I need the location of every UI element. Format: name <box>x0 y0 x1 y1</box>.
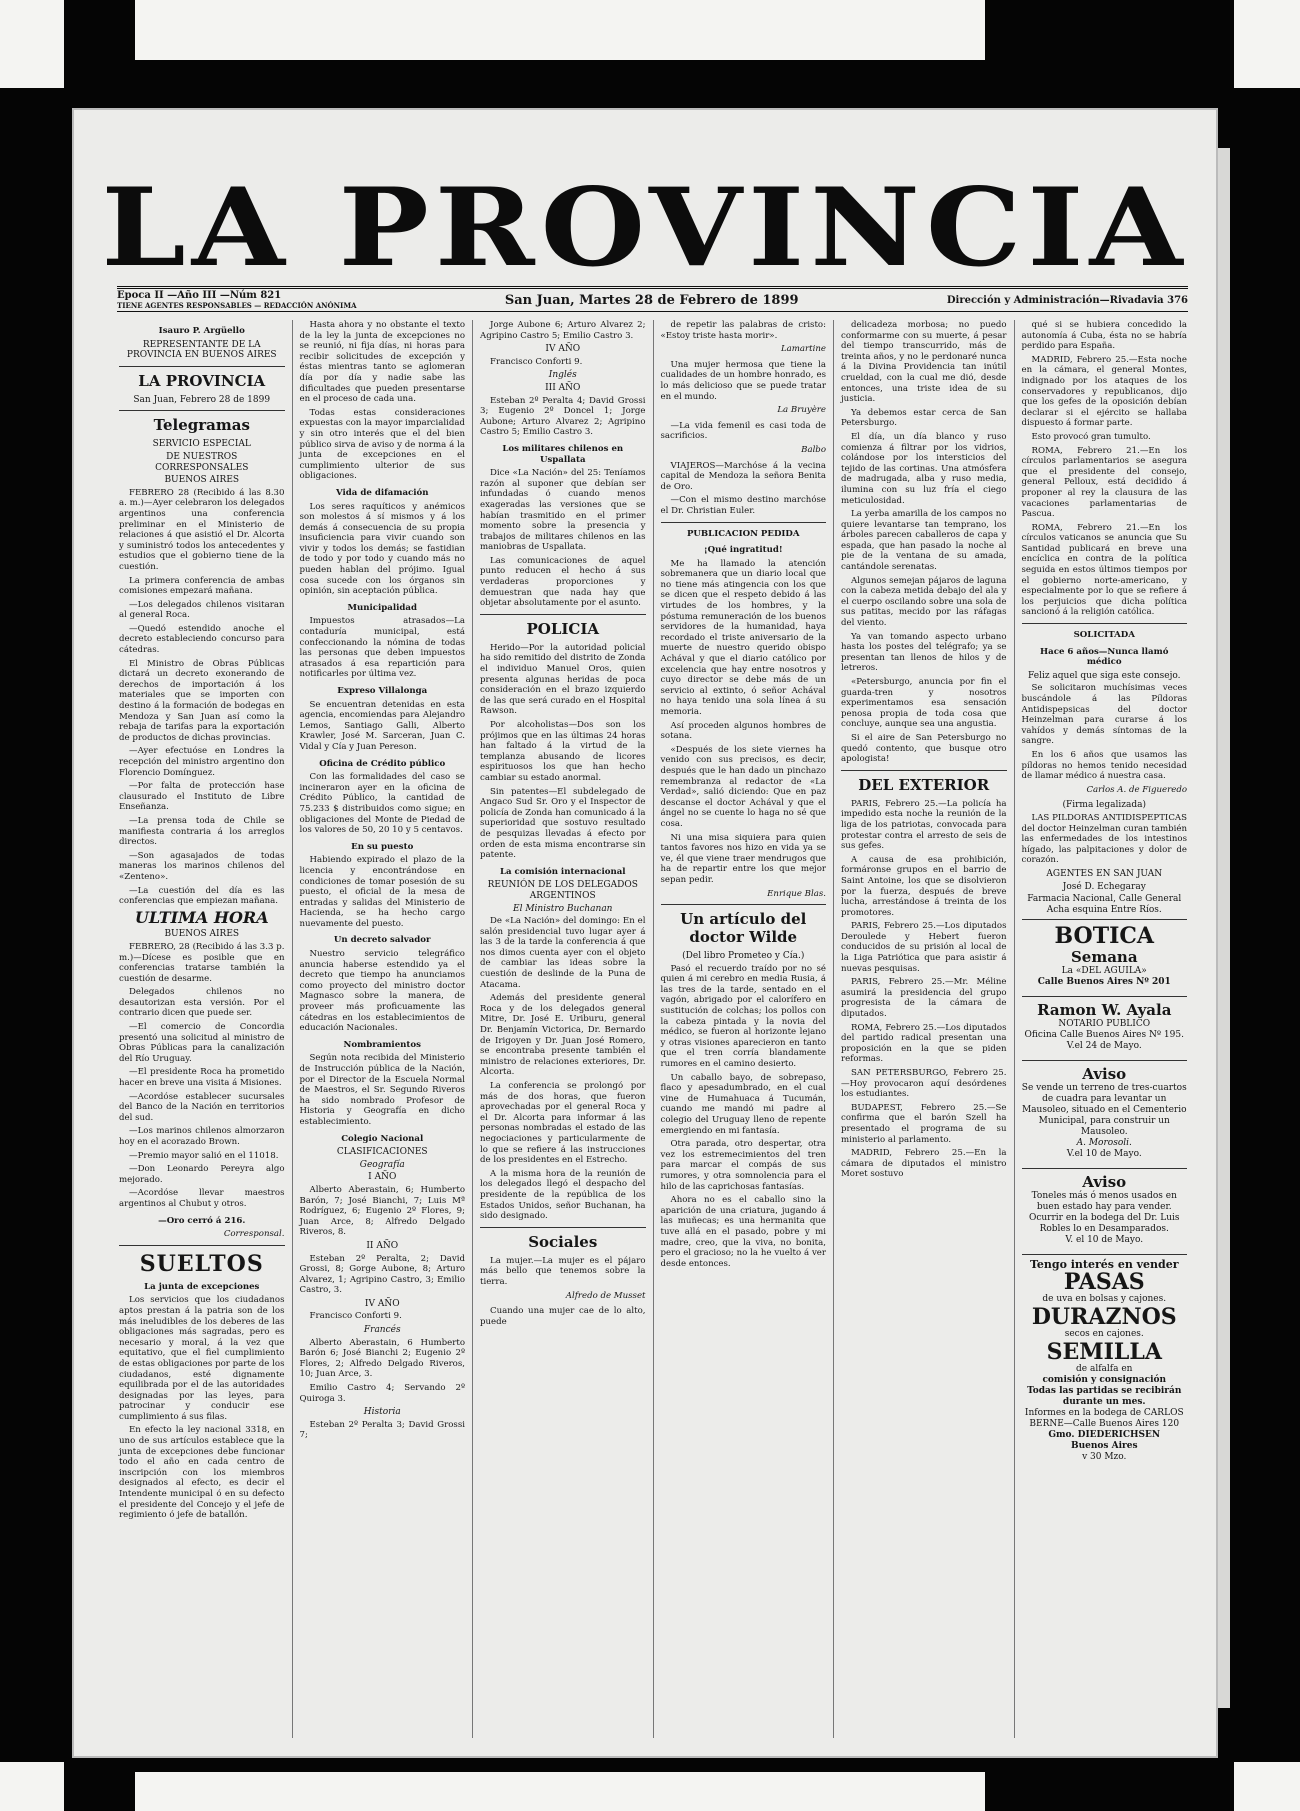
column-1 <box>112 320 293 1738</box>
ad-sign: A. Morosoli. <box>1076 1138 1132 1149</box>
paragraph: —Con el mismo destino marchóse el Dr. Christian Euler. <box>660 495 826 516</box>
ad-subtitle: Semana <box>1070 948 1138 967</box>
edition-sub: TIENE AGENTES RESPONSABLES — REDACCIÓN ANÓNIMA <box>117 301 357 310</box>
divider <box>841 770 1007 771</box>
subject: Historia <box>363 1407 401 1418</box>
paper-name: LA PROVINCIA <box>138 371 266 390</box>
ad-text: Todas las partidas se recibirán durante un mes. <box>1027 1386 1182 1408</box>
ad-botica <box>1022 919 1188 992</box>
paragraph: Las comunicaciones de aquel punto reducen el hecho á sus verdaderas proporciones y demuestran que nada hay que objetar absolutamente por el asunto. <box>480 555 646 609</box>
section-sociales: Sociales <box>528 1232 598 1251</box>
city-heading: BUENOS AIRES <box>164 475 240 486</box>
paragraph: Ni una misa siquiera para quien tantos favores nos hizo en vida ya se ve, él que viene traer mendrugos que ha de repartir entre los que mejor sepan pedir. <box>660 832 826 885</box>
ad-text: Calle Buenos Aires Nº 201 <box>1037 977 1171 988</box>
signature: Enrique Blas. <box>767 888 826 899</box>
paragraph: La mujer.—La mujer es el pájaro más bello que tenemos sobre la tierra. <box>480 1255 646 1287</box>
ad-subheadline: Feliz aquel que siga este consejo. <box>1027 670 1181 681</box>
grades: Francisco Conforti 9. <box>309 1311 402 1322</box>
ad-text: secos en cajones. <box>1064 1329 1144 1340</box>
paragraph: de repetir las palabras de cristo: «Estoy triste hasta morir». <box>660 320 826 341</box>
telegram: —Don Leonardo Pereyra algo mejorado. <box>119 1164 285 1185</box>
issue-date: San Juan, Martes 28 de Febrero de 1899 <box>504 292 799 308</box>
signature-sub: (Firma legalizada) <box>1062 800 1147 811</box>
telegram: —La cuestión del día es las conferencias que empiezan mañana. <box>119 885 285 907</box>
paper-date: San Juan, Febrero 28 de 1899 <box>133 394 271 405</box>
divider <box>480 614 646 615</box>
signature: Corresponsal. <box>223 1229 285 1240</box>
article-heading: Colegio Nacional <box>341 1133 424 1144</box>
grades: Esteban 2º Peralta, 2; David Grossi, 8; Gorge Aubone, 8; Arturo Alvarez, 1; Agripino Castro, 3; Emilio Castro, 3. <box>299 1253 465 1296</box>
ad-headline: Tengo interés en vender <box>1029 1258 1179 1272</box>
year-label: II AÑO <box>366 1240 399 1251</box>
ad-text: V.el 24 de Mayo. <box>1066 1041 1142 1052</box>
telegram: Delegados chilenos no desautorizan esta versión. Por el contrario dicen que puede ser. <box>119 987 285 1019</box>
news-item: ROMA, Febrero 21.—En los círculos parlamentarios se asegura que el presidente del consejo, general Pelloux, está decidido á proponer al rey la clausura de las vacaciones parlamentarias de Pascua. <box>1021 445 1187 520</box>
agent-text: REPRESENTANTE DE LA PROVINCIA EN BUENOS AIRES <box>126 339 277 361</box>
paragraph: Un caballo bayo, de sobrepaso, flaco y apesadumbrado, en el cual vine de Humahuaca á Tucumán, cuando me mandó mi padre al colegio del Uruguay lleno de repente emergiendo en mi fantasía. <box>660 1072 826 1136</box>
section-telegramas: Telegramas <box>153 416 250 435</box>
section-publicacion: PUBLICACION PEDIDA <box>686 528 800 539</box>
edition-info: Epoca II —Año III —Núm 821 <box>117 290 282 301</box>
article-heading: Un decreto salvador <box>333 935 431 946</box>
ad-title: BOTICA <box>1054 923 1154 950</box>
oro-quote: —Oro cerró á 216. <box>158 1215 246 1226</box>
ad-pasas: PASAS <box>1063 1269 1145 1296</box>
article-heading: Los militares chilenos en Uspallata <box>502 443 624 465</box>
paragraph: Pasó el recuerdo traído por no sé quien á mi cerebro en media Rusia, á las tres de la tarde, sentado en el vagón, abrigado por el calorífero en sustitución de colchas; los pollos con la cabeza pintada y la novia del médico, se fueron al horizonte lejano y otras visiones aparecieron en tanto que el tren corría blandamente rumores en el camino desierto. <box>660 963 826 1070</box>
grades: Alberto Aberastain, 6 Humberto Barón 6; José Bianchi 2; Eugenio 2º Flores, 2; Alfredo Delgado Riveros, 10; Juan Arce, 3. <box>299 1337 465 1380</box>
signature: La Bruyère <box>777 405 826 416</box>
paragraph: Ya debemos estar cerca de San Petersburgo. <box>841 407 1007 429</box>
film-hole <box>1234 0 1300 88</box>
column-5 <box>834 320 1015 1738</box>
ad-duraznos: DURAZNOS <box>1031 1304 1177 1331</box>
paragraph: Todas estas consideraciones expuestas con la mayor imparcialidad y sin otro interés que el del bien público sirva de aviso y de norma á la junta de excepciones en el cumplimiento ulterior de sus obligaciones. <box>299 407 465 482</box>
signature: Carlos A. de Figueredo <box>1086 784 1187 795</box>
subheading: CLASIFICACIONES <box>336 1147 428 1158</box>
paragraph: Sin patentes—El subdelegado de Angaco Sud Sr. Oro y el Inspector de policía de Zonda han comunicado á la superioridad que sostuvo resultado de pesquizas llevadas á efecto por orden de esta misma encontrarse sin patente. <box>480 786 646 861</box>
article-columns <box>112 320 1194 1738</box>
news-item: SAN PETERSBURGO, Febrero 25.—Hoy provocaron aquí desórdenes los estudiantes. <box>841 1068 1007 1100</box>
telegram: FEBRERO 28 (Recibido á las 8.30 a. m.)—Ayer celebraron los delegados argentinos una conferencia preliminar en el Ministerio de relaciones á que asistió el Dr. Alcorta y suministró todos los antecedentes y estudios que el gobierno tiene de la cuestión. <box>119 487 285 572</box>
subheading: El Ministro Buchanan <box>513 903 613 914</box>
article-heading: La comisión internacional <box>499 866 626 877</box>
paragraph: Herido—Por la autoridad policial ha sido remitido del distrito de Zonda el individuo Manuel Oros, quien presenta algunas heridas de poca consideración en el brazo izquierdo de las que será curado en el Hospital Rawson. <box>480 642 646 717</box>
ad-text: V.el 10 de Mayo. <box>1066 1149 1142 1160</box>
paragraph: Una mujer hermosa que tiene la cualidades de un hombre honrado, es lo más delicioso que se puede tratar en el mundo. <box>660 359 826 402</box>
signature: Alfredo de Musset <box>565 1290 646 1301</box>
divider <box>119 366 285 367</box>
section-policia: POLICIA <box>526 619 599 638</box>
news-item: MADRID, Febrero 25.—En la cámara de diputados el ministro Moret sostuvo <box>841 1148 1007 1180</box>
paragraph: De «La Nación» del domingo: En el salón presidencial tuvo lugar ayer á las 3 de la tarde la conferencia á que nos dimos cuenta ayer con el objeto de cambiar las ideas sobre la cuestión de deslinde de la Puna de Atacama. <box>480 916 646 990</box>
telegram: FEBRERO, 28 (Recibido á las 3.3 p. m.)—Dícese es posible que en conferencias tratarse también la cuestión de desarme. <box>119 941 285 984</box>
telegram: —Premio mayor salió en el 11018. <box>129 1150 279 1161</box>
city-heading: BUENOS AIRES <box>164 929 240 940</box>
section-exterior: DEL EXTERIOR <box>858 775 990 794</box>
grades: Esteban 2º Peralta 4; David Grossi 3; Eugenio 2º Doncel 1; Jorge Aubone; Arturo Alvarez 2; Agripino Castro 5; Emilio Castro 3. <box>480 395 646 438</box>
news-item: Esto provocó gran tumulto. <box>1031 431 1151 442</box>
ad-text: NOTARIO PUBLICO <box>1058 1019 1151 1030</box>
news-item: BUDAPEST, Febrero 25.—Se confirma que el barón Szell ha presentado el programa de su ministerio al parlamento. <box>841 1102 1007 1145</box>
article-heading: Municipalidad <box>347 602 417 613</box>
divider <box>119 410 285 411</box>
ad-text: Oficina Calle Buenos Aires Nº 195. <box>1024 1030 1184 1041</box>
ad-venta <box>1022 1254 1188 1467</box>
signature: Lamartine <box>780 344 826 355</box>
paragraph: Si el aire de San Petersburgo no quedó contento, que busque otro apologista! <box>841 732 1007 765</box>
section-solicitada: SOLICITADA <box>1073 630 1135 641</box>
corresponsales: DE NUESTROS CORRESPONSALES <box>155 451 249 473</box>
divider <box>480 1227 646 1228</box>
ad-title: Ramon W. Ayala <box>1037 1001 1172 1020</box>
telegram: —Quedó estendido anoche el decreto estableciendo concurso para cátedras. <box>119 623 285 656</box>
divider <box>1022 623 1188 624</box>
ad-text: Se vende un terreno de tres-cuartos de cuadra para levantar un Mausoleo, situado en el Cementerio Municipal, para construir un Mausoleo. <box>1021 1083 1187 1138</box>
column-2 <box>293 320 474 1738</box>
paragraph: Por alcoholistas—Dos son los prójimos que en las últimas 24 horas han faltado á la virtud de la templanza abusando de licores espirituosos los que han hecho cambiar su estado anormal. <box>480 720 646 783</box>
telegram: —La prensa toda de Chile se manifiesta contraria á los arreglos directos. <box>119 815 285 848</box>
film-hole <box>0 1762 64 1811</box>
telegram: —Acordóse llevar maestros argentinos al Chubut y otros. <box>119 1188 285 1209</box>
news-item: PARIS, Febrero 25.—Los diputados Deroulede y Hebert fueron conducidos de su prisión al local de la Liga Patriótica que para asistir á nuevas pesquisas. <box>841 921 1007 974</box>
ad-title: Aviso <box>1082 1065 1127 1084</box>
news-item: qué si se hubiera concedido la autonomía á Cuba, ésta no se habría perdido para España. <box>1021 320 1187 352</box>
ad-title: Aviso <box>1082 1173 1127 1192</box>
signature: Balbo <box>801 444 826 455</box>
news-item: A causa de esa prohibición, formáronse grupos en el barrio de Saint Antoine, los que se disolvieron por la fuerza, después de breve lucha, arrestándose á treinta de los promotores. <box>841 854 1007 918</box>
newspaper-page <box>72 108 1218 1758</box>
ad-aviso-1 <box>1022 1060 1188 1164</box>
telegram: —Son agasajados de todas maneras los marinos chilenos del «Zenteno». <box>119 850 285 882</box>
paragraph: Me ha llamado la atención sobremanera que un diario local que no tiene más atingencia con los que se dicen que el respeto debido á las virtudes de los hombres, y la póstuma remuneración de los buenos servidores de la humanidad, haya recordado el triste aniversario de la muerte de nuestro querido obispo Achával y que el diario católico por excelencia que hay entre nosotros y cuyo director se debe más de un servicio al extinto, ó señor Achával no haya tenido una sola línea á su memoria. <box>660 558 826 717</box>
paragraph: Así proceden algunos hombres de sotana. <box>660 720 826 742</box>
paragraph: Se solicitaron muchísimas veces buscándole á las Píldoras Antidispepsicas del doctor Heinzelman para curarse á los vahídos y demás síntomas de la sangre. <box>1021 683 1187 747</box>
subject: Geografía <box>359 1159 405 1170</box>
ad-text: Informes en la bodega de CARLOS BERNE—Calle Buenos Aires 120 <box>1024 1408 1184 1430</box>
paragraph: Se encuentran detenidas en esta agencia, encomiendas para Alejandro Lemos, Santiago Galli, Alberto Krawler, José M. Sarceran, Juan C. Vidal y Cía y Juan Pereson. <box>299 699 465 752</box>
masthead-title: LA PROVINCIA <box>101 164 1189 291</box>
address: Dirección y Administración—Rivadavia 376 <box>946 294 1188 306</box>
telegram: —El comercio de Concordia presentó una solicitud al ministro de Obras Públicas para la canalización del Río Uruguay. <box>119 1022 285 1064</box>
telegram: El Ministro de Obras Públicas dictará un decreto exonerando de derechos de importación á los materiales que se importen con destino á la formación de bodegas en Mendoza y San Juan así como la rebaja de tarifas para la exportación de productos de dichas provincias. <box>119 658 285 743</box>
film-hole <box>0 0 64 88</box>
paragraph: Habiendo expirado el plazo de la licencia y encontrándose en condiciones de tomar posesión de su puesto, el oficial de la mesa de entradas y salidas del Ministerio de Hacienda, se ha hecho cargo nuevamente del puesto. <box>299 855 465 929</box>
ad-text: La «DEL AGUILA» <box>1061 966 1147 977</box>
column-4 <box>654 320 835 1738</box>
film-hole <box>1234 1762 1300 1811</box>
news-item: PARIS, Febrero 25.—Mr. Méline asumirá la presidencia del grupo progresista de la cámara de diputados. <box>841 977 1007 1020</box>
ad-text: comisión y consignación <box>1042 1375 1167 1386</box>
article-heading: ¡Qué ingratitud! <box>703 545 783 556</box>
paragraph: VIAJEROS—Marchóse á la vecina capital de Mendoza la señora Benita de Oro. <box>660 460 826 492</box>
year-label: IV AÑO <box>545 344 581 355</box>
telegram: —Los delegados chilenos visitaran al general Roca. <box>119 599 285 621</box>
film-hole <box>135 1772 985 1811</box>
article-heading: Oficina de Crédito público <box>319 758 446 769</box>
agents-heading: AGENTES EN SAN JUAN <box>1046 868 1163 879</box>
article-heading: Vida de difamación <box>336 487 429 498</box>
year-label: I AÑO <box>368 1172 397 1183</box>
subject: Francés <box>363 1325 401 1336</box>
ad-text: v 30 Mzo. <box>1082 1452 1127 1463</box>
ad-text: Buenos Aires <box>1070 1441 1138 1452</box>
telegram: —Por falta de protección hase clausurado el Instituto de Libre Enseñanza. <box>119 781 285 813</box>
ultima-hora-heading: ULTIMA HORA <box>134 907 269 927</box>
paragraph: Algunos semejan pájaros de laguna con la cabeza metida debajo del ala y el cuerpo oscilando sobre una sola de sus patitas, mecido por las ráfagas del viento. <box>841 575 1007 629</box>
ad-semilla: SEMILLA <box>1046 1339 1162 1366</box>
paragraph: Hasta ahora y no obstante el texto de la ley la junta de excepciones no se reunió, ni fija días, ni horas para recibir solicitudes de excepción y éstas mientras tanto se aglomeran día por día y nadie sabe las dificultades que pueden presentarse en el proceso de cada una. <box>299 320 465 405</box>
news-item: ROMA, Febrero 25.—Los diputados del partido radical presentan una proposición en la que se piden reformas. <box>841 1022 1007 1065</box>
paragraph: En efecto la ley nacional 3318, en uno de sus artículos establece que la junta de excepciones debe funcionar todo el año en cada centro de inscripción con los miembros designados al efecto, es decir el Intendente municipal ó en su defecto el presidente del Concejo y el jefe de regimiento ó jefe de batallón. <box>119 1425 285 1521</box>
ad-notario <box>1022 996 1188 1056</box>
paragraph: delicadeza morbosa; no puedo conformarme con su muerte, á pesar del tiempo transcurrido, más de treinta años, y no le perdonaré nunca á la Divina Providencia tan inútil crueldad, con la cual me dió, desde entonces, una triste idea de su justicia. <box>841 320 1007 405</box>
ad-aviso-2 <box>1022 1168 1188 1250</box>
paragraph: Nuestro servicio telegráfico anuncia haberse estendido ya el decreto que tiempo ha anunciamos como proyecto del ministro doctor Magnasco sobre la manera, de proveer más proficuamente las cátedras en los establecimientos de educación Nacionales. <box>299 949 465 1034</box>
dateline <box>117 286 1188 312</box>
film-hole <box>135 0 985 60</box>
news-item: PARIS, Febrero 25.—La policía ha impedido esta noche la reunión de la liga de los patriotas, convocada para protestar contra el arresto de seis de sus gefes. <box>841 798 1007 852</box>
ad-headline: Hace 6 años—Nunca llamó médico <box>1040 646 1169 668</box>
paragraph: Según nota recibida del Ministerio de Instrucción pública de la Nación, por el Director de la Escuela Normal de Maestros, el Sr. Segundo Riveros ha sido nombrado Profesor de Historia y Geografía en dicho establecimiento. <box>299 1053 465 1127</box>
paragraph: Con las formalidades del caso se incineraron ayer en la oficina de Crédito Público, la cantidad de 75.233 $ distribuidos como sigue; en obligaciones del Monte de Piedad de los valores de 50, 20 10 y 5 centavos. <box>299 772 465 836</box>
paragraph: Ya van tomando aspecto urbano hasta los postes del telégrafo; ya se presentan tan llenos de hilos y de letreros. <box>841 631 1007 674</box>
grades: Emilio Castro 4; Servando 2º Quiroga 3. <box>299 1383 465 1404</box>
paragraph: La conferencia se prolongó por más de dos horas, que fueron aprovechadas por el general Roca y el Dr. Alcorta para informar á las personas nombradas el estado de las negociaciones y particularmente de lo que se refiere á las instrucciones de los presidentes en el Estrecho. <box>480 1081 646 1166</box>
paragraph: Otra parada, otro despertar, otra vez los estremecimientos del tren para marcar el compás de sus rumores, y otra somnolencia para el hilo de las caprichosas fantasías. <box>660 1139 826 1192</box>
article-heading: La junta de excepciones <box>144 1281 260 1292</box>
paragraph: «Petersburgo, anuncia por fin el guarda-tren y nosotros experimentamos esa sensación penosa propia de toda cosa que concluye, aunque sea una angustia. <box>841 677 1007 730</box>
article-heading: En su puesto <box>351 841 414 852</box>
paragraph: «Después de los siete viernes ha venido con sus precisos, es decir, después que le han dado un pinchazo remembranza al redactor de «La Verdad», salió diciendo: Que en paz descanse el doctor Achával y que el ángel no se cuente lo haga no sé que cosa. <box>660 744 826 829</box>
agents-name: José D. Echegaray <box>1062 881 1146 892</box>
article-heading: Expreso Villalonga <box>337 686 428 696</box>
article-heading: Un artículo del doctor Wilde <box>680 910 807 947</box>
paragraph: En los 6 años que usamos las píldoras no hemos tenido necesidad de llamar médico á nuestra casa. <box>1021 749 1187 782</box>
telegram: —Ayer efectuóse en Londres la recepción del ministro argentino don Florencio Domínguez. <box>119 746 285 778</box>
telegram: —Los marinos chilenos almorzaron hoy en el acorazado Brown. <box>119 1126 285 1147</box>
ad-text: de alfalfa en <box>1076 1364 1133 1375</box>
paragraph: LAS PILDORAS ANTIDISPEPTICAS del doctor Heinzelman curan también las enfermedades de los intestinos hígado, las palpitaciones y dolor de corazón. <box>1021 812 1187 866</box>
news-item: MADRID, Febrero 25.—Esta noche en la cámara, el general Montes, indignado por los ataques de los conservadores y republicanos, dijo que los gefes de la oposición debían declarar si el ejército se hallaba dispuesto á formar parte. <box>1021 354 1187 429</box>
paragraph: Cuando una mujer cae de lo alto, puede <box>480 1306 646 1327</box>
subheading: (Del libro Prometeo y Cía.) <box>682 951 805 962</box>
paragraph: A la misma hora de la reunión de los delegados llegó el despacho del presidente de la república de los Estados Unidos, señor Buchanan, ha sido designado. <box>480 1168 646 1222</box>
telegram: —El presidente Roca ha prometido hacer en breve una visita á Misiones. <box>119 1067 285 1089</box>
paragraph: El día, un día blanco y ruso comienza á filtrar por los vidrios, colándose por los intersticios del tejido de las cortinas. Una atmósfera de madrugada, alba y ruso media, ilumina con su luz fría el ciego meticulosidad. <box>841 431 1007 506</box>
paragraph: Los seres raquíticos y anémicos son molestos á sí mismos y á los demás á consecuencia de su propia insuficiencia para vivir cuando son vivir y todos los demás; se fastidian de todo y por todo y cuando más no pueden hablan del prójimo. Igual cosa sucede con los órganos sin opinión, sin aceptación pública. <box>299 501 465 597</box>
grades: Jorge Aubone 6; Arturo Alvarez 2; Agripino Castro 5; Emilio Castro 3. <box>480 320 646 341</box>
grades: Alberto Aberastain, 6; Humberto Barón, 7; José Bianchi, 7; Luis Mª Rodríguez, 6; Eugenio 2º Flores, 9; Juan Arce, 8; Alfredo Delgado Riveros, 8. <box>299 1184 465 1238</box>
farmacia: Farmacia Nacional, Calle General Acha esquina Entre Ríos. <box>1027 894 1182 915</box>
divider <box>661 522 827 523</box>
paragraph: Ahora no es el caballo sino la aparición de una criatura, jugando á las muñecas; es una hermanita que tuve allá en el pasado, pobre y mi madre, creo, que la viva, no bonita, pero el gracioso; no la he vuelto á ver desde entonces. <box>660 1195 826 1269</box>
news-item: ROMA, Febrero 21.—En los círculos vaticanos se anuncia que Su Santidad publicará en breve una encíclica en contra de la política seguida en estos últimos tiempos por el gobierno norte-americano, y especialmente por lo que se refiere á los perjuicios que dicha política sancionó á la religión católica. <box>1021 522 1187 618</box>
paragraph: Impuestos atrasados—La contaduría municipal, está confeccionando la nómina de todas las personas que deben impuestos atrasados á esa repartición para notificarles por última vez. <box>299 616 465 680</box>
column-6 <box>1015 320 1195 1738</box>
telegram: —Acordóse establecer sucursales del Banco de la Nación en territorios del sud. <box>119 1091 285 1123</box>
divider <box>119 1245 285 1246</box>
paragraph: Los servicios que los ciudadanos aptos prestan á la patria son de los más ineludibles de los deberes de las obligaciones más sagradas, pero es necesario y moral, á la vez que equitativo, que el fiel cumplimiento de estas obligaciones por parte de los ciudadanos, esté dignamente equilibrada por el de las autoridades designadas por las leyes, para patrocinar y conducir ese cumplimiento á sus filas. <box>119 1295 285 1422</box>
subheading: REUNIÓN DE LOS DELEGADOS ARGENTINOS <box>487 880 638 901</box>
section-sueltos: SUELTOS <box>139 1250 264 1277</box>
article-heading: Nombramientos <box>343 1039 421 1050</box>
agent-name: Isauro P. Argüello <box>158 326 245 336</box>
subject: Inglés <box>548 370 577 381</box>
column-3 <box>473 320 654 1738</box>
divider <box>661 904 827 905</box>
year-label: III AÑO <box>545 382 581 393</box>
telegram: La primera conferencia de ambas comisiones empezará mañana. <box>119 575 285 597</box>
ad-text: V. el 10 de Mayo. <box>1065 1235 1144 1246</box>
sheet-edge <box>1218 148 1230 1708</box>
paragraph: —La vida femenil es casi toda de sacrificios. <box>660 420 826 442</box>
grades: Francisco Conforti 9. <box>490 356 583 367</box>
paragraph: La yerba amarilla de los campos no quiere levantarse tan temprano, los árboles parecen caballeros de capa y espada, que han pasado la noche al pie de la ventana de su amada, cantándole serenatas. <box>841 509 1007 573</box>
ad-text: Toneles más ó menos usados en buen estado hay para vender. Ocurrir en la bodega del Dr. Luis Robles lo en Desamparados. <box>1028 1191 1180 1235</box>
year-label: IV AÑO <box>364 1298 400 1309</box>
ad-text: Gmo. DIEDERICHSEN <box>1048 1430 1161 1441</box>
ad-text: de uva en bolsas y cajones. <box>1042 1294 1167 1305</box>
paragraph: Además del presidente general Roca y de los delegados general Mitre, Dr. José E. Uriburu, general Dr. Benjamín Victorica, Dr. Bernardo de Irigoyen y Dr. Juan José Romero, se encontraba presente también el ministro de relaciones exteriores, Dr. Alcorta. <box>480 993 646 1078</box>
grades: Esteban 2º Peralta 3; David Grossi 7; <box>299 1419 465 1441</box>
servicio-especial: SERVICIO ESPECIAL <box>152 439 251 450</box>
paragraph: Dice «La Nación» del 25: Teníamos razón al suponer que debían ser infundadas ó cuando menos exageradas las versiones que se habían trasmitido en el primer momento sobre la presencia y trabajos de militares chilenos en las maniobras de Uspallata. <box>480 468 646 553</box>
